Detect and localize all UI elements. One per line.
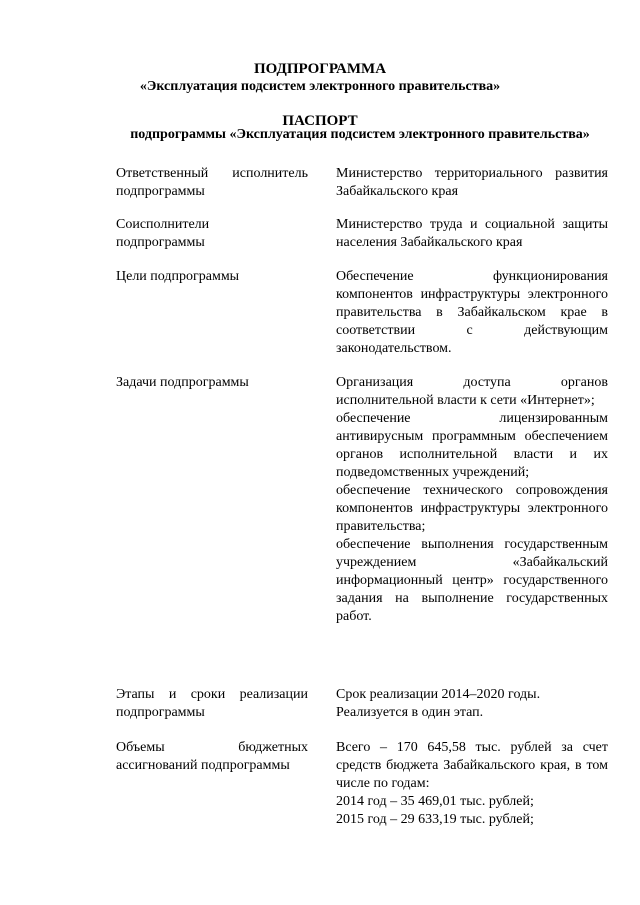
row-value <box>336 686 608 722</box>
row-label: Ответственный исполнитель подпрограммы <box>116 166 308 199</box>
passport-subtitle: подпрограммы «Эксплуатация подсистем электронного правительства» <box>130 127 590 142</box>
row-label: Цели подпрограммы <box>116 269 240 284</box>
row-label: Этапы и сроки реализации подпрограммы <box>116 687 308 720</box>
passport-heading: ПАСПОРТ <box>282 113 358 129</box>
program-subtitle: «Эксплуатация подсистем электронного правительства» <box>139 79 501 94</box>
row-value <box>336 739 608 829</box>
row-value-paragraph: обеспечение технического сопровождения компонентов инфраструктуры электронного правительства; <box>336 483 608 534</box>
row-value-paragraph: 2014 год – 35 469,01 тыс. рублей; <box>336 794 534 809</box>
row-value-paragraph: обеспечение выполнения государственным учреждением «Забайкальский информационный центр» государственного задания на выполнение государственных работ. <box>336 537 608 624</box>
row-label: Соисполнители подпрограммы <box>116 217 210 250</box>
row-value-paragraph: Срок реализации 2014–2020 годы. <box>336 687 541 702</box>
row-value <box>336 374 608 626</box>
row-value-paragraph: обеспечение лицензированным антивирусным программным обеспечением органов исполнительной власти и их подведомственных учреждений; <box>336 411 608 480</box>
row-value-paragraph: Реализуется в один этап. <box>336 705 484 720</box>
row-value-paragraph: 2015 год – 29 633,19 тыс. рублей; <box>336 812 534 827</box>
row-label: Объемы бюджетных ассигнований подпрограммы <box>116 740 308 773</box>
program-heading: ПОДПРОГРАММА <box>253 61 387 77</box>
row-value <box>336 216 608 252</box>
row-label: Задачи подпрограммы <box>116 375 249 390</box>
row-value <box>336 165 608 201</box>
row-value-paragraph: Обеспечение функционирования компонентов инфраструктуры электронного правительства в Забайкальском крае в соответствии с действующим законодательством. <box>336 269 608 356</box>
row-value-paragraph: Всего – 170 645,58 тыс. рублей за счет средств бюджета Забайкальского края, в том числе по годам: <box>336 740 608 791</box>
row-value-paragraph: Министерство труда и социальной защиты населения Забайкальского края <box>336 217 608 250</box>
row-value <box>336 268 608 358</box>
row-value-paragraph: Организация доступа органов исполнительной власти к сети «Интернет»; <box>336 375 608 408</box>
row-value-paragraph: Министерство территориального развития Забайкальского края <box>336 166 608 199</box>
